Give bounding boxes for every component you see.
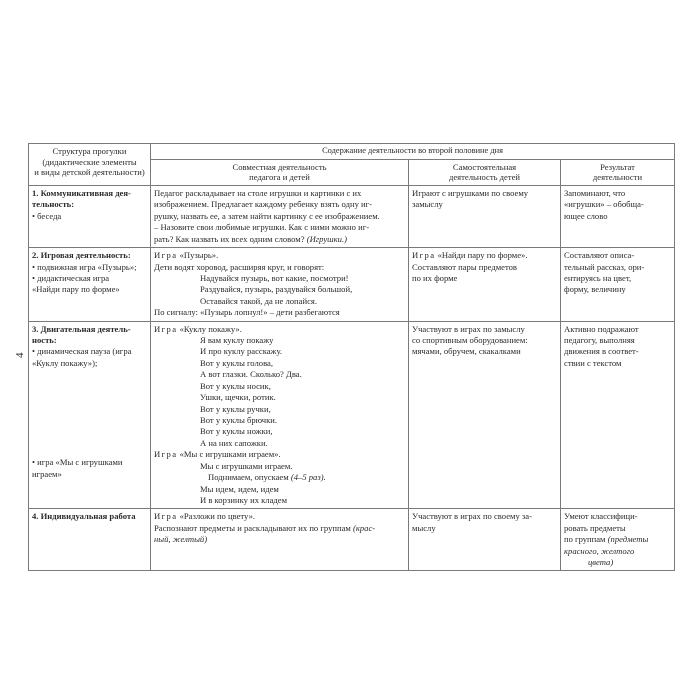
structure-cell: 3. Двигательная деятель- ность: • динамическая пауза (игра «Куклу покажу»); • игра «Мы с игрушками играем» <box>29 321 151 509</box>
result-cell: Умеют классифици- ровать предметы по группам (предметы красного, желтого цвета) <box>561 509 675 571</box>
joint-activity-cell: Педагог раскладывает на столе игрушки и картинки с их изображением. Предлагает каждому ребенку взять одну иг- рушку, назвать ее, а затем найти картинку с ее изображением. – Назовите свои любимые игрушки. Как с ними можно иг- рать? Как назвать их всех одним словом? (Игрушки.) <box>151 185 409 247</box>
independent-activity-cell: Игра «Найди пару по форме». Составляют пары предметов по их форме <box>409 248 561 322</box>
independent-activity-cell: Играют с игрушками по своему замыслу <box>409 185 561 247</box>
result-cell: Активно подражают педагогу, выполняя движения в соответ- ствии с текстом <box>561 321 675 509</box>
structure-cell: 1. Коммуникативная дея- тельность: • беседа <box>29 185 151 247</box>
table-row <box>29 321 675 509</box>
independent-activity-cell: Участвуют в играх по замыслу со спортивным оборудованием: мячами, обручем, скакалками <box>409 321 561 509</box>
table-row <box>29 248 675 322</box>
header-structure: Структура прогулки (дидактические элементы и виды детской деятельности) <box>29 144 151 186</box>
independent-activity-cell: Участвуют в играх по своему за- мыслу <box>409 509 561 571</box>
walk-structure-table <box>28 143 675 571</box>
header-result: Результат деятельности <box>561 159 675 185</box>
joint-activity-cell: Игра «Куклу покажу». Я вам куклу покажу И про куклу расскажу. Вот у куклы голова, А вот глазки. Сколько? Два. Вот у куклы носик, Ушки, щечки, ротик. Вот у куклы ручки, Вот у куклы брючки. Вот у куклы ножки, А на них сапожки. Игра «Мы с игрушками играем». Мы с игрушками играем. Поднимаем, опускаем (4–5 раз). Мы идем, идем, идем И в корзинку их кладем <box>151 321 409 509</box>
result-cell: Составляют описа- тельный рассказ, ори- ентируясь на цвет, форму, величину <box>561 248 675 322</box>
header-independent: Самостоятельная деятельность детей <box>409 159 561 185</box>
result-cell: Запоминают, что «игрушки» – обобща- ющее слово <box>561 185 675 247</box>
page-number: 4 <box>14 352 26 358</box>
header-content-title: Содержание деятельности во второй половине дня <box>151 144 675 160</box>
structure-cell: 2. Игровая деятельность: • подвижная игра «Пузырь»; • дидактическая игра «Найди пару по форме» <box>29 248 151 322</box>
table-row <box>29 509 675 571</box>
header-row-1 <box>29 144 675 160</box>
structure-cell: 4. Индивидуальная работа <box>29 509 151 571</box>
joint-activity-cell: Игра «Разложи по цвету». Распознают предметы и раскладывают их по группам (крас- ный, желтый) <box>151 509 409 571</box>
joint-activity-cell: Игра «Пузырь». Дети водят хоровод, расширяя круг, и говорят: Надувайся пузырь, вот какие, посмотри! Раздувайся, пузырь, раздувайся большой, Оставайся такой, да не лопайся. По сигналу: «Пузырь лопнул!» – дети разбегаются <box>151 248 409 322</box>
header-joint: Совместная деятельность педагога и детей <box>151 159 409 185</box>
table-row <box>29 185 675 247</box>
